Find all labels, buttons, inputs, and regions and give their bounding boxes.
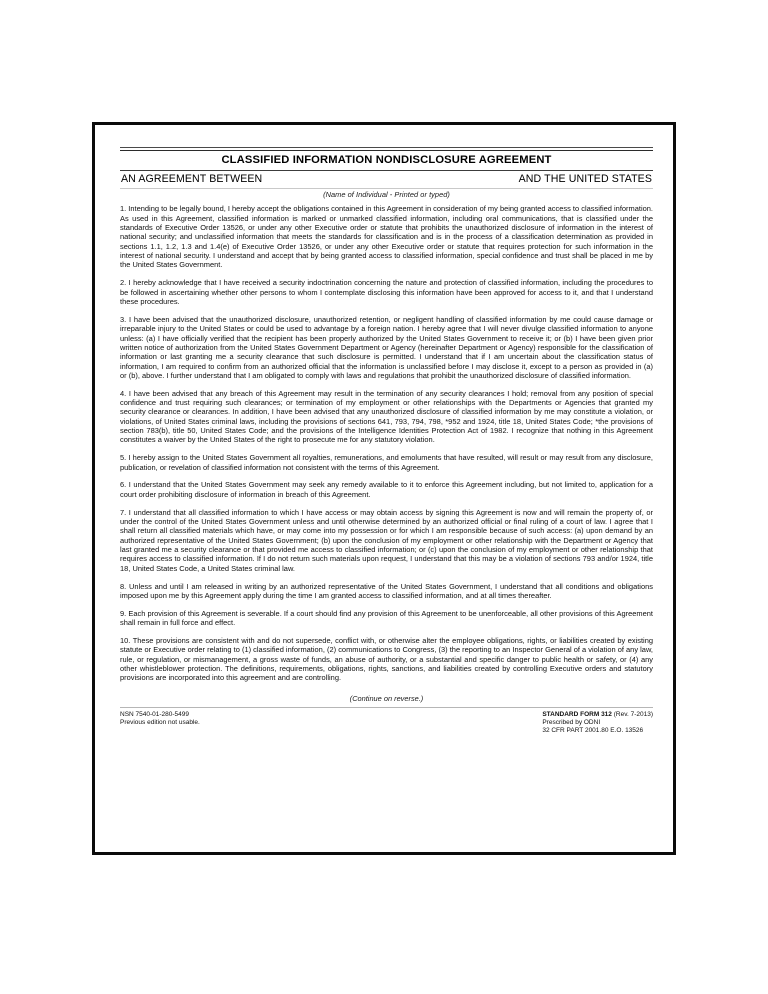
footer-right-block: [542, 711, 653, 736]
footer-left-block: [120, 711, 200, 727]
paragraph-4: 4. I have been advised that any breach of this Agreement may result in the termination of any security clearances I hold; removal from any position of special confidence and trust requiring such clearances; or termination of my employment or other relationships with the Departments or Agencies that granted my security clearance or clearances. In addition, I have been advised that any unauthorized disclosure of classified information by me may constitute a violation, or violations, of United States criminal laws, including the provisions of sections 641, 793, 794, 798, *952 and 1924, title 18, United States Code; *the provisions of section 783(b), title 50, United States Code; and the provisions of the Intelligence Identities Protection Act of 1982. I recognize that nothing in this Agreement constitutes a waiver by the United States of the right to prosecute me for any statutory violation.: [120, 388, 653, 445]
paragraph-7: 7. I understand that all classified information to which I have access or may obtain access by signing this Agreement is now and will remain the property of, or under the control of the United States Government unless and until otherwise determined by an authorized official or final ruling of a court of law. I agree that I shall return all classified materials which have, or may come into my possession or for which I am responsible because of such access: (a) upon demand by an authorized representative of the United States Government; (b) upon the conclusion of my employment or other relationship with the Department or Agency that last granted me a security clearance or that provided me access to classified information; or (c) upon the conclusion of my employment or other relationship that requires access to classified information. If I do not return such materials upon request, I understand that this may be a violation of sections 793 and/or 1924, title 18, United States Code, a United States criminal law.: [120, 507, 653, 573]
paragraph-6: 6. I understand that the United States Government may seek any remedy available to it to enforce this Agreement including, but not limited to, application for a court order prohibiting disclosure of information in breach of this Agreement.: [120, 480, 653, 499]
agreement-between-label: AN AGREEMENT BETWEEN: [121, 173, 263, 186]
standard-form-number: STANDARD FORM 312: [542, 710, 612, 718]
nsn-number: NSN 7540-01-280-5499: [120, 710, 190, 718]
agreement-body: [120, 199, 653, 682]
continue-on-reverse-note: (Continue on reverse.): [349, 693, 424, 703]
paragraph-8: 8. Unless and until I am released in writing by an authorized representative of the United States Government, I understand that all conditions and obligations imposed upon me by this Agreement apply during the time I am granted access to classified information, and at all times thereafter.: [120, 581, 653, 600]
agreement-party-line: [120, 171, 653, 188]
page-title: CLASSIFIED INFORMATION NONDISCLOSURE AGREEMENT: [221, 154, 552, 166]
previous-edition-note: Previous edition not usable.: [120, 718, 200, 726]
paragraph-10: 10. These provisions are consistent with and do not supersede, conflict with, or otherwise alter the employee obligations, rights, or liabilities created by existing statute or Executive order relating to (1) classified information, (2) communications to Congress, (3) the reporting to an Inspector General of a violation of any law, rule, or regulation, or mismanagement, a gross waste of funds, an abuse of authority, or a substantial and specific danger to public health or safety, or (4) any other whistleblower protection. The definitions, requirements, obligations, rights, sanctions, and liabilities created by controlling Executive orders and statutory provisions are incorporated into this agreement and are controlling.: [120, 635, 653, 683]
paragraph-5: 5. I hereby assign to the United States Government all royalties, remunerations, and emoluments that have resulted, will result or may result from any disclosure, publication, or revelation of classified information not consistent with the terms of this Agreement.: [120, 453, 653, 472]
form-footer: [120, 708, 653, 736]
prescribed-by-text: Prescribed by ODNI: [542, 718, 601, 726]
form-page-sheet: [92, 122, 676, 855]
paragraph-3: 3. I have been advised that the unauthorized disclosure, unauthorized retention, or negligent handling of classified information by me could cause damage or irreparable injury to the United States or could be used to advantage by a foreign nation. I hereby agree that I will never divulge classified information to anyone unless: (a) I have officially verified that the recipient has been properly authorized by the United States Government to receive it; or (b) I have been given prior written notice of authorization from the United States Government Department or Agency (hereinafter Department or Agency) responsible for the classification of information or last granting me a security clearance that such disclosure is permitted. I understand that if I am uncertain about the classification status of information, I am required to confirm from an authorized official that the information is unclassified before I may disclose it, except to a person as provided in (a) or (b), above. I further understand that I am obligated to comply with laws and regulations that prohibit the unauthorized disclosure of classified information.: [120, 314, 653, 380]
paragraph-2: 2. I hereby acknowledge that I have received a security indoctrination concerning the nature and protection of classified information, including the procedures to be followed in ascertaining whether other persons to whom I contemplate disclosing this information have been approved for access to it, and that I understand these procedures.: [120, 278, 653, 306]
standard-form-line: [542, 711, 653, 719]
form-page-content: [120, 147, 653, 842]
regulatory-authority-text: 32 CFR PART 2001.80 E.O. 13526: [542, 727, 644, 735]
agreement-united-states-label: AND THE UNITED STATES: [518, 173, 652, 186]
name-field-caption: (Name of Individual - Printed or typed): [323, 190, 450, 200]
paragraph-9: 9. Each provision of this Agreement is severable. If a court should find any provision of this Agreement to be unenforceable, all other provisions of this Agreement shall remain in full force and effect.: [120, 608, 653, 628]
standard-form-revision: (Rev. 7-2013): [613, 710, 653, 718]
paragraph-1: 1. Intending to be legally bound, I hereby accept the obligations contained in this Agreement in consideration of my being granted access to classified information. As used in this Agreement, classified information is marked or unmarked classified information, including oral communications, that is classified under the standards of Executive Order 13526, or under any other Executive order or statute that prohibits the unauthorized disclosure of information in the interest of national security; and unclassified information that meets the standards for classification and is in the process of a classification determination as provided in sections 1.1, 1.2, 1.3 and 1.4(e) of Executive Order 13526, or under any other Executive order or statute that requires protection for such information in the interest of national security. I understand and accept that by being granted access to classified information, special confidence and trust shall be placed in me by the United States Government.: [120, 204, 653, 270]
